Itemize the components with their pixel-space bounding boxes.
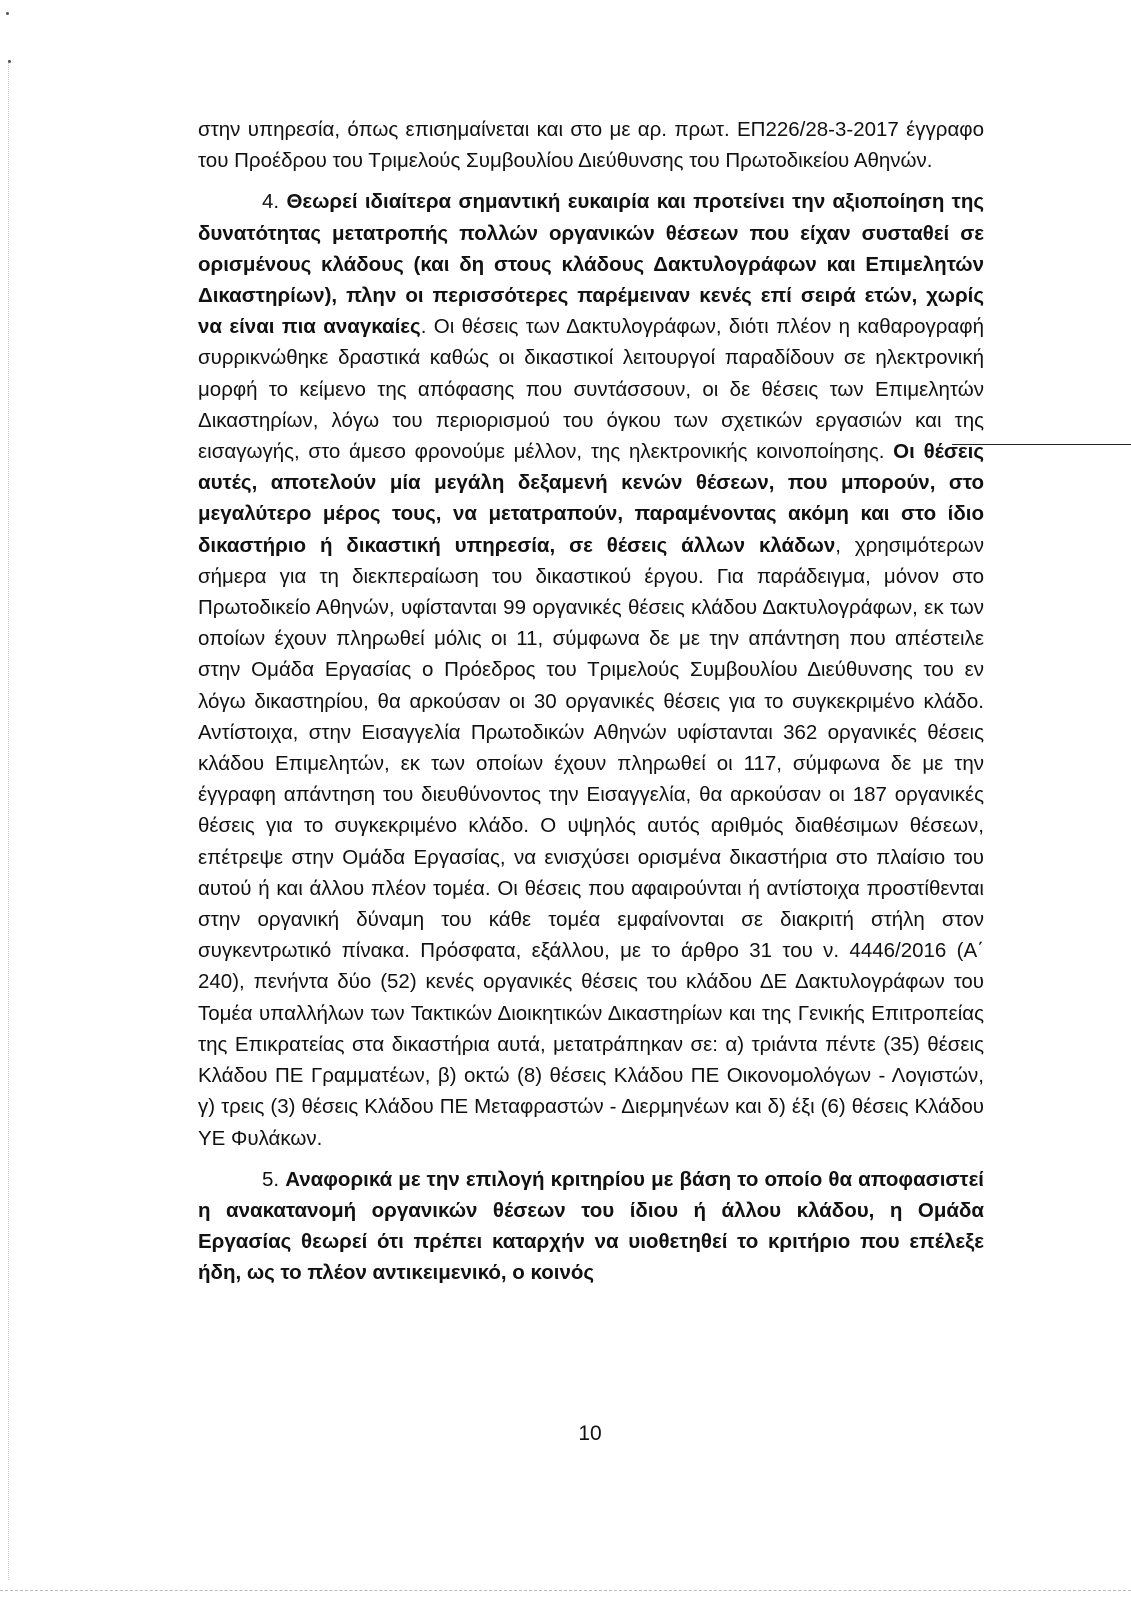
text-run: . Οι θέσεις των Δακτυλογράφων, διότι πλέον η καθαρογραφή συρρικνώθηκε δραστικά καθώς οι δικαστικοί λειτουργοί παραδίδουν σε ηλεκτρονική μορφή το κείμενο της απόφασης που συντάσσουν, οι δε θέσεις των Επιμελητών Δικαστηρίων, λόγω του περιορισμού του όγκου των σχετικών εργασιών και της εισαγωγής, στο άμεσο φρονούμε μέλλον, της ηλεκτρονικής κοινοποίησης. <box>198 315 984 464</box>
scan-speck <box>8 60 11 63</box>
paragraph-item-4 <box>198 186 984 1153</box>
text-run: , χρησιμότερων σήμερα για τη διεκπεραίωση του δικαστικού έργου. Για παράδειγμα, μόνον στο Πρωτοδικείο Αθηνών, υφίστανται 99 οργανικές θέσεις κλάδου Δακτυλογράφων, εκ των οποίων έχουν πληρωθεί μόλις οι 11, σύμφωνα δε με την απάντηση που απέστειλε στην Ομάδα Εργασίας ο Πρόεδρος του Τριμελούς Συμβουλίου Διεύθυνσης του εν λόγω δικαστηρίου, θα αρκούσαν οι 30 οργανικές θέσεις για το συγκεκριμένο κλάδο. Αντίστοιχα, στην Εισαγγελία Πρωτοδικών Αθηνών υφίστανται 362 οργανικές θέσεις κλάδου Επιμελητών, εκ των οποίων έχουν πληρωθεί οι 117, σύμφωνα δε με την έγγραφη απάντηση του διευθύνοντος την Εισαγγελία, θα αρκούσαν οι 187 οργανικές θέσεις για το συγκεκριμένο κλάδο. Ο υψηλός αυτός αριθμός διαθέσιμων θέσεων, επέτρεψε στην Ομάδα Εργασίας, να ενισχύσει ορισμένα δικαστήρια στο πλαίσιο του αυτού ή και άλλου πλέον τομέα. Οι θέσεις που αφαιρούνται ή αντίστοιχα προστίθενται στην οργανική δύναμη του κάθε τομέα εμφαίνονται σε διακριτή στήλη στον συγκεντρωτικό πίνακα. Πρόσφατα, εξάλλου, με το άρθρο 31 του ν. 4446/2016 (Α΄ 240), πενήντα δύο (52) κενές οργανικές θέσεις του κλάδου ΔΕ Δακτυλογράφων του Τομέα υπαλλήλων των Τακτικών Διοικητικών Δικαστηρίων και της Γενικής Επιτροπείας της Επικρατείας στα δικαστήρια αυτά, μετατράπηκαν σε: α) τριάντα πέντε (35) θέσεις Κλάδου ΠΕ Γραμματέων, β) οκτώ (8) θέσεις Κλάδου ΠΕ Οικονομολόγων - Λογιστών, γ) τρεις (3) θέσεις Κλάδου ΠΕ Μεταφραστών - Διερμηνέων και δ) έξι (6) θέσεις Κλάδου ΥΕ Φυλάκων. <box>198 533 984 1150</box>
bold-text-run: Οι θέσεις αυτές, αποτελούν μία μεγάλη δεξαμενή κενών θέσεων, που μπορούν, στο μεγαλύτερο μέρος τους, να μετατραπούν, παραμένοντας ακόμη και στο ίδιο δικαστήριο ή δικαστική υπηρεσία, σε θέσεις άλλων κλάδων <box>198 440 985 557</box>
text-run: 5. <box>262 1167 286 1191</box>
page-number: 10 <box>578 1422 602 1445</box>
scan-speck <box>6 12 9 15</box>
text-run: 4. <box>262 190 287 214</box>
scan-bottom-edge <box>0 1590 1131 1591</box>
document-body <box>198 114 984 1289</box>
bold-text-run: Θεωρεί ιδιαίτερα σημαντική ευκαιρία και προτείνει την αξιοποίηση της δυνατότητας μετατροπής πολλών οργανικών θέσεων που είχαν συσταθεί σε ορισμένους κλάδους (και δη στους κλάδους Δακτυλογράφων και Επιμελητών Δικαστηρίων), πλην οι περισσότερες παρέμειναν κενές επί σειρά ετών, χωρίς να είναι πια αναγκαίες <box>198 190 985 339</box>
text-run: στην υπηρεσία, όπως επισημαίνεται και στο με αρ. πρωτ. ΕΠ226/28-3-2017 έγγραφο του Προέδρου του Τριμελούς Συμβουλίου Διεύθυνσης του Πρωτοδικείου Αθηνών. <box>198 118 984 173</box>
paragraph-continuation <box>198 114 984 176</box>
bold-text-run: Αναφορικά με την επιλογή κριτηρίου με βάση το οποίο θα αποφασιστεί η ανακατανομή οργανικών θέσεων του ίδιου ή άλλου κλάδου, η Ομάδα Εργασίας θεωρεί ότι πρέπει καταρχήν να υιοθετηθεί το κριτήριο που επέλεξε ήδη, ως το πλέον αντικειμενικό, ο κοινός <box>198 1167 984 1285</box>
scan-line-artifact <box>952 444 1131 445</box>
paragraph-item-5 <box>198 1164 984 1289</box>
scan-edge-artifact <box>8 60 9 1580</box>
